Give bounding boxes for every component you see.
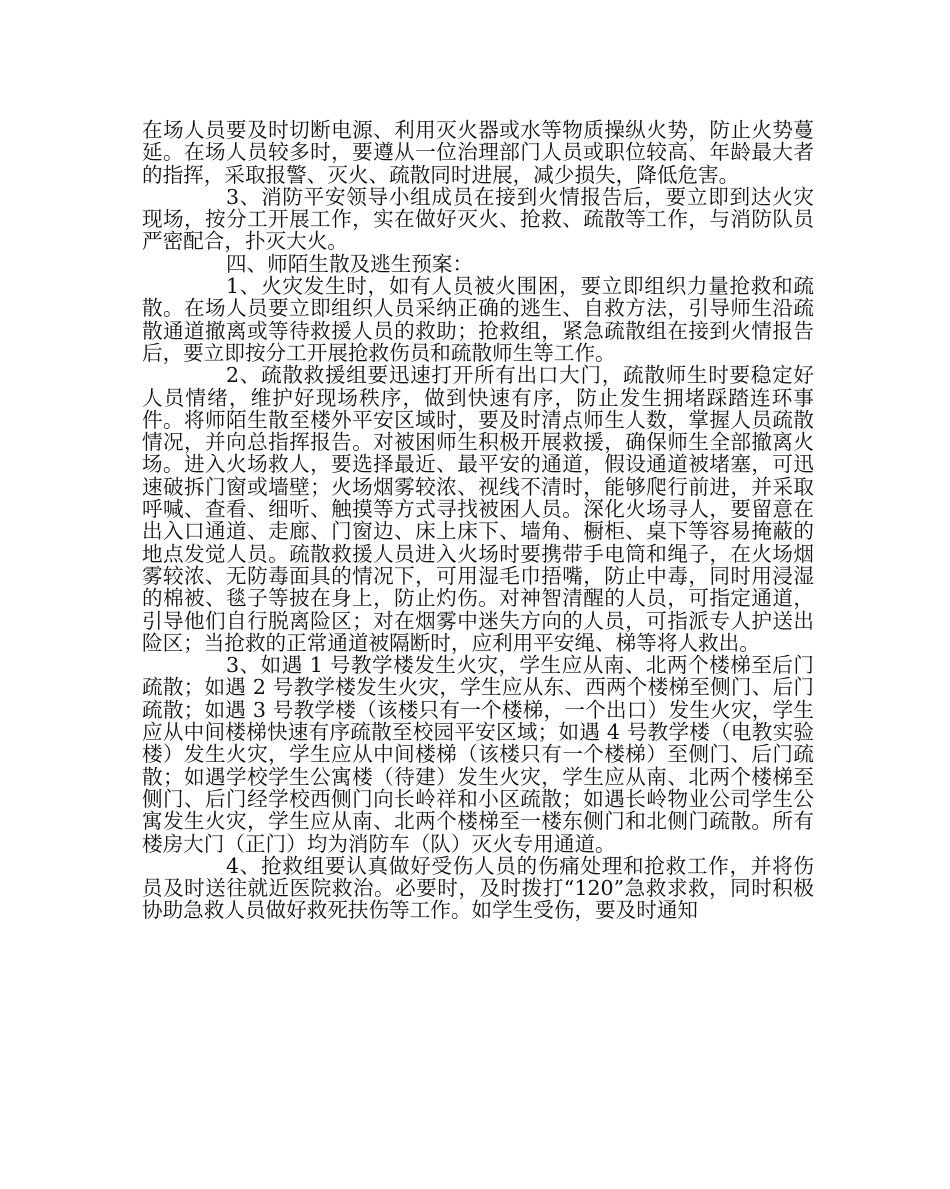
section-heading: 四、师陌生散及逃生预案：: [226, 251, 474, 276]
paragraph-4: 1、火灾发生时，如有人员被火围困，要立即组织力量抢救和疏散。在场人员要立即组织人员采纳正确的逃生、自救方法，引导师生沿疏散通道撤离或等待救援人员的救助；抢救组，紧急疏散组在接到火情报告后，要立即按分工开展抢救伤员和疏散师生等工作。: [142, 274, 814, 365]
paragraph-6: 3、如遇 1 号教学楼发生火灾，学生应从南、北两个楼梯至后门疏散；如遇 2 号教学楼发生火灾，学生应从东、西两个楼梯至侧门、后门疏散；如遇 3 号教学楼（该楼只有一个楼梯，一个出口）发生火灾，学生应从中间楼梯快速有序疏散至校园平安区域；如遇 4 号教学楼（电教实验楼）发生火灾，学生应从中间楼梯（该楼只有一个楼梯）至侧门、后门疏散；如遇学校学生公寓楼（待建）发生火灾，学生应从南、北两个楼梯至侧门、后门经学校西侧门向长岭祥和小区疏散；如遇长岭物业公司学生公寓发生火灾，学生应从南、北两个楼梯至一楼东侧门和北侧门疏散。所有楼房大门（正门）均为消防车（队）灭火专用通道。: [142, 653, 814, 856]
paragraph-5: 2、疏散救援组要迅速打开所有出口大门，疏散师生时要稳定好人员情绪，维护好现场秩序，做到快速有序，防止发生拥堵踩踏连环事件。将师陌生散至楼外平安区域时，要及时清点师生人数，掌握人员疏散情况，并向总指挥报告。对被困师生积极开展救援，确保师生全部撤离火场。进入火场救人，要选择最近、最平安的通道，假设通道被堵塞，可迅速破拆门窗或墙壁；火场烟雾较浓、视线不清时，能够爬行前进，并采取呼喊、查看、细听、触摸等方式寻找被困人员。深化火场寻人，要留意在出入口通道、走廊、门窗边、床上床下、墙角、橱柜、桌下等容易掩蔽的地点发觉人员。疏散救援人员进入火场时要携带手电筒和绳子，在火场烟雾较浓、无防毒面具的情况下，可用湿毛巾捂嘴，防止中毒，同时用浸湿的棉被、毯子等披在身上，防止灼伤。对神智清醒的人员，可指定通道，引导他们自行脱离险区；对在烟雾中迷失方向的人员，可指派专人护送出险区；当抢救的正常通道被隔断时，应利用平安绳、梯等将人救出。: [142, 363, 814, 655]
document-body: [142, 119, 814, 922]
paragraph-1: 在场人员要及时切断电源、利用灭火器或水等物质操纵火势，防止火势蔓延。在场人员较多时，要遵从一位治理部门人员或职位较高、年龄最大者的指挥，采取报警、灭火、疏散同时进展，减少损失，降低危害。: [142, 118, 814, 187]
paragraph-2: 3、消防平安领导小组成员在接到火情报告后，要立即到达火灾现场，按分工开展工作，实在做好灭火、抢救、疏散等工作，与消防队员严密配合，扑灭大火。: [142, 184, 814, 254]
paragraph-7: 4、抢救组要认真做好受伤人员的伤痛处理和抢救工作，并将伤员及时送往就近医院救治。必要时，及时拨打“120”急救求救，同时积极协助急救人员做好救死扶伤等工作。如学生受伤，要及时通知: [142, 853, 814, 923]
